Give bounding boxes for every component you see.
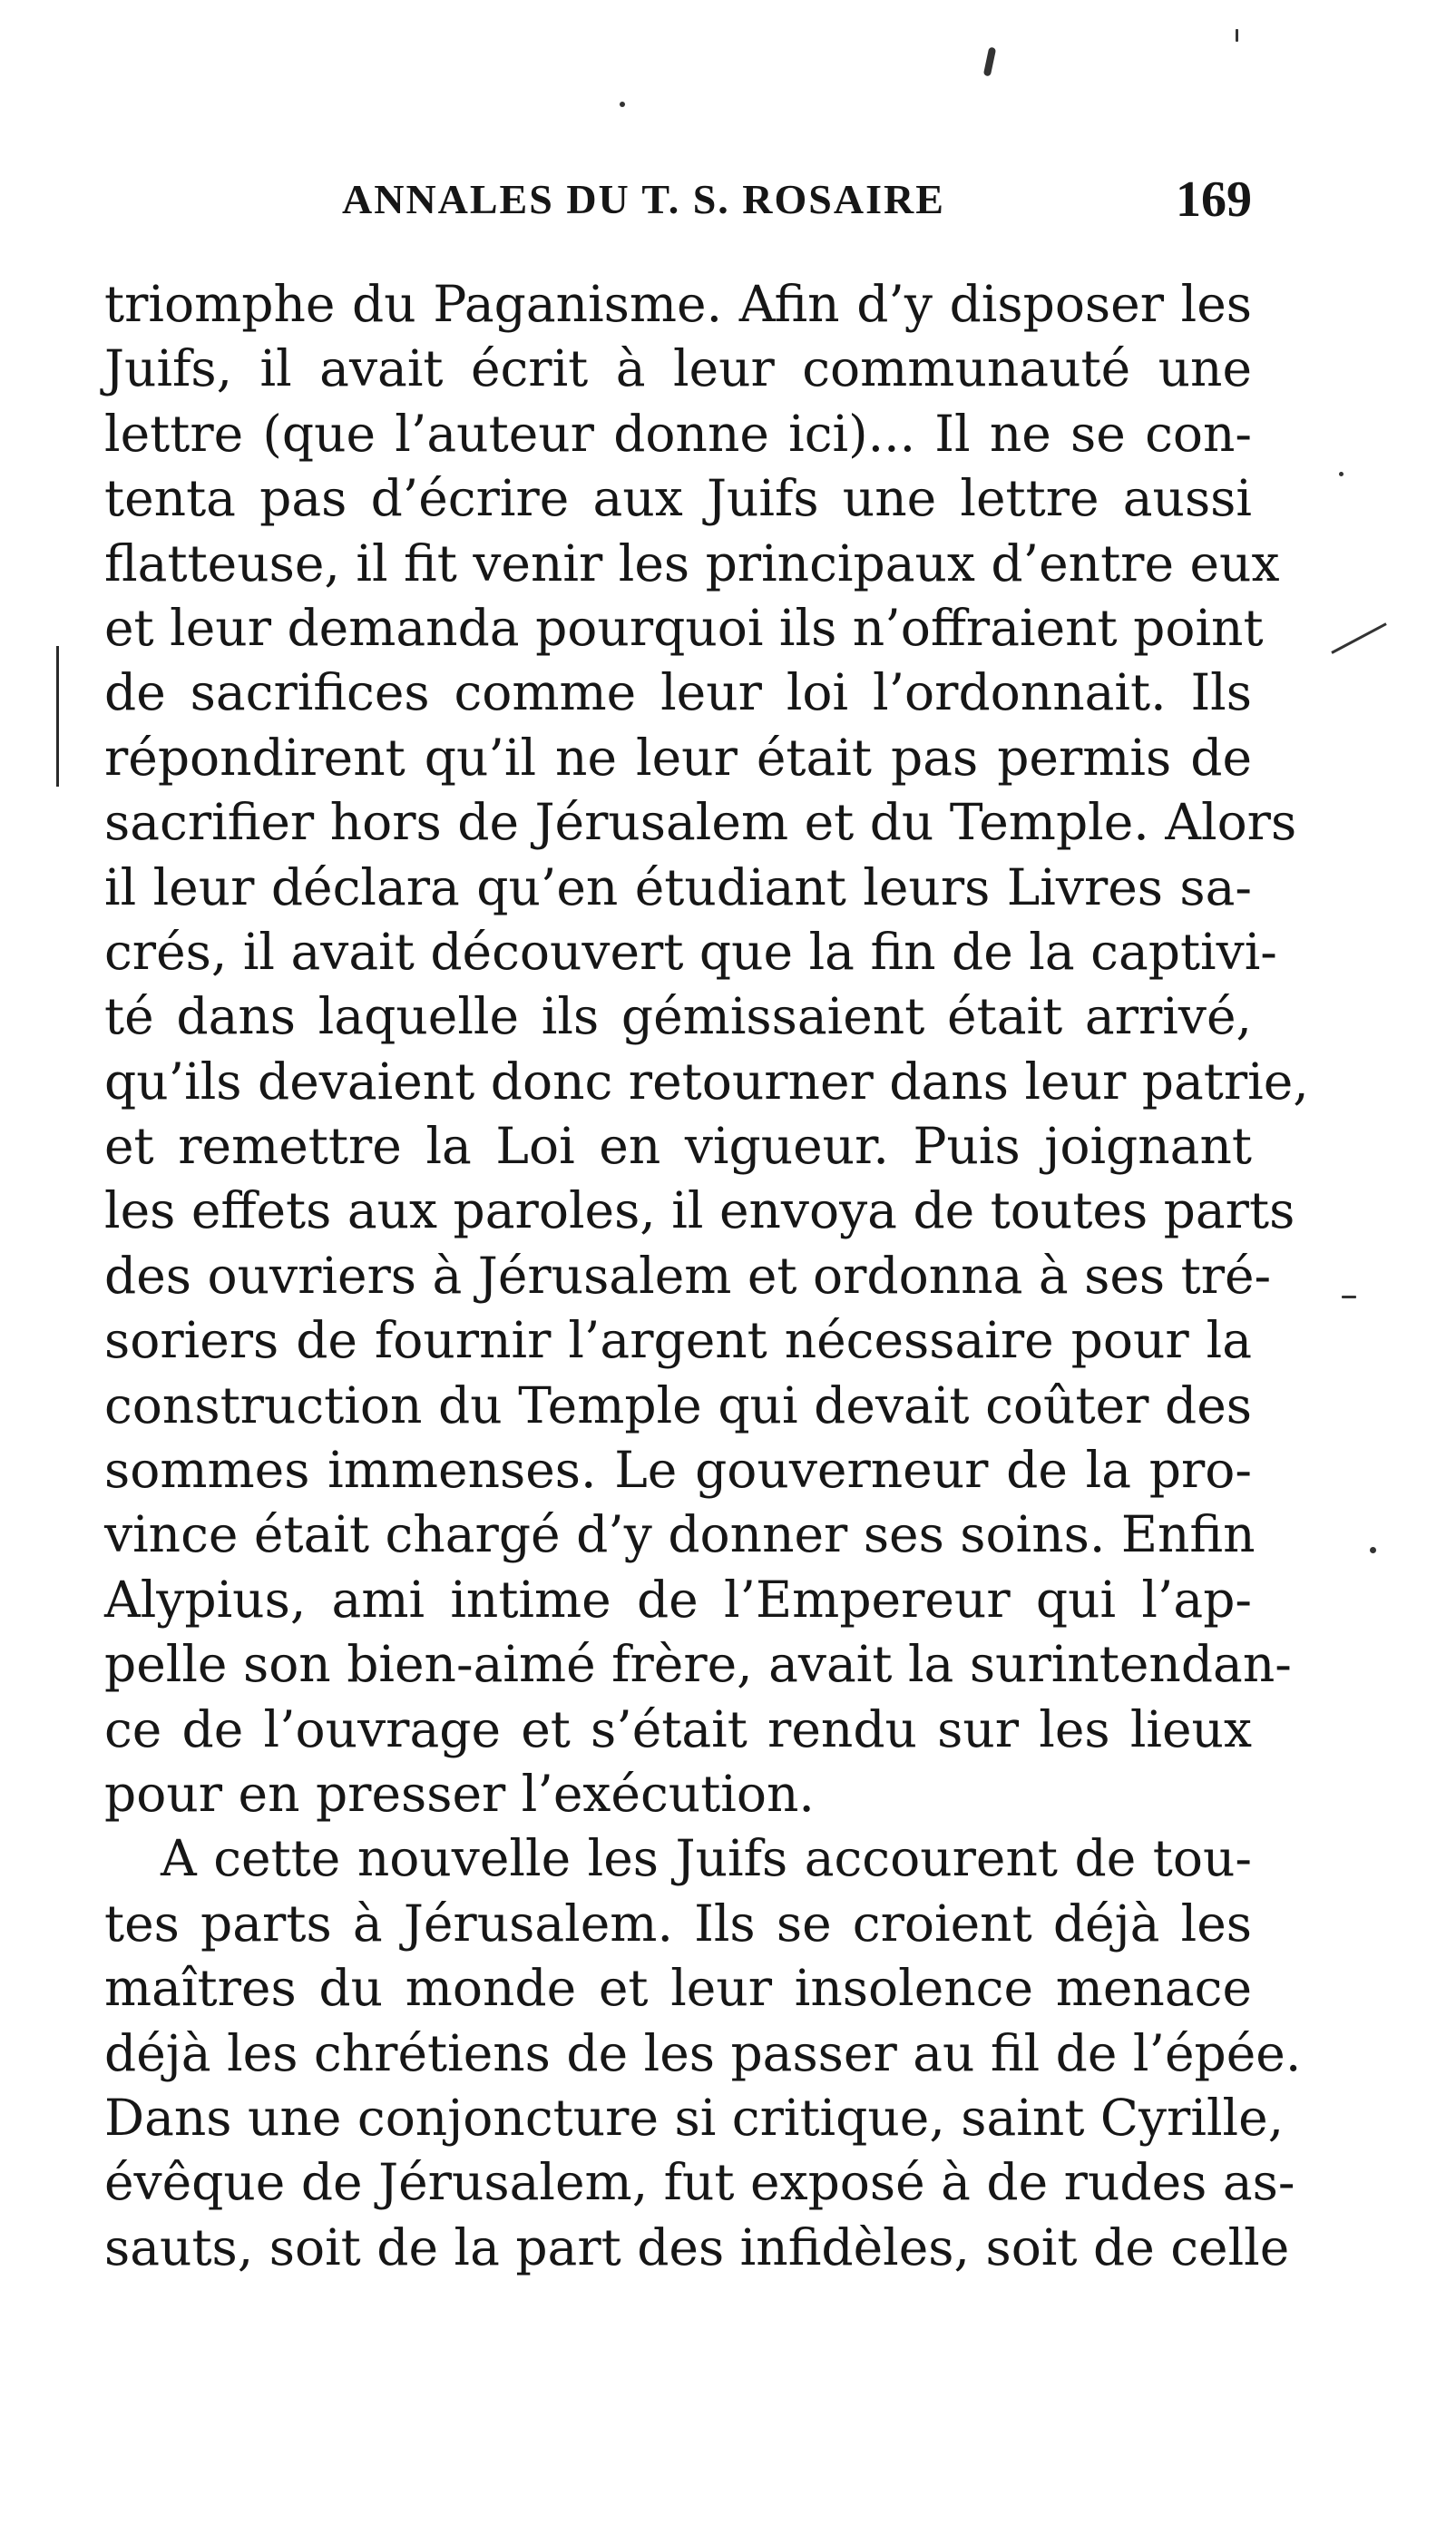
text-line: et leur demanda pourquoi ils n’offraient point (104, 598, 1264, 657)
text-line: des ouvriers à Jérusalem et ordonna à ses tré- (104, 1246, 1272, 1305)
text-line: construction du Temple qui devait coûter des (104, 1375, 1252, 1434)
text-line: qu’ils devaient donc retourner dans leur patrie, (104, 1052, 1309, 1111)
text-line: pelle son bien-aimé frère, avait la surintendan- (104, 1635, 1292, 1694)
text-line: de sacrifices comme leur loi l’ordonnait. Ils (104, 663, 1252, 722)
scan-speck (983, 47, 996, 77)
text-line: tes parts à Jérusalem. Ils se croient déjà les (104, 1894, 1252, 1953)
text-line: les effets aux paroles, il envoya de toutes parts (104, 1181, 1295, 1240)
text-line: et remettre la Loi en vigueur. Puis joignant (104, 1117, 1252, 1176)
text-line: déjà les chrétiens de les passer au fil de l’épée. (104, 2023, 1302, 2082)
text-line: maîtres du monde et leur insolence menace (104, 1959, 1252, 2018)
body-text (104, 272, 1309, 2280)
text-line: lettre (que l’auteur donne ici)... Il ne se con- (104, 404, 1252, 463)
scan-speck (1342, 1296, 1356, 1298)
text-line: té dans laquelle ils gémissaient était arrivé, (104, 987, 1252, 1046)
running-head (104, 168, 1252, 231)
text-line: soriers de fournir l’argent nécessaire pour la (104, 1311, 1252, 1370)
text-line: crés, il avait découvert que la fin de la captivi- (104, 922, 1277, 981)
text-line: Juifs, il avait écrit à leur communauté une (104, 339, 1252, 398)
text-line: Dans une conjoncture si critique, saint Cyrille, (104, 2088, 1285, 2147)
text-line: triomphe du Paganisme. Afin d’y disposer les (104, 275, 1252, 333)
scan-speck (1339, 472, 1344, 476)
text-line: flatteuse, il fit venir les principaux d’entre eux (104, 533, 1280, 592)
running-title: ANNALES DU T. S. ROSAIRE (342, 176, 945, 222)
scan-speck (1370, 1547, 1376, 1553)
text-line: ce de l’ouvrage et s’était rendu sur les lieux (104, 1699, 1252, 1758)
scan-speck (1236, 29, 1238, 42)
text-line: tenta pas d’écrire aux Juifs une lettre aussi (104, 469, 1252, 528)
text-line: sauts, soit de la part des infidèles, soit de celle (104, 2217, 1290, 2276)
text-line: sacrifier hors de Jérusalem et du Temple. Alors (104, 793, 1297, 852)
text-line: répondirent qu’il ne leur était pas permis de (104, 728, 1252, 787)
margin-tick (1331, 622, 1386, 654)
page-number: 169 (1176, 171, 1252, 228)
text-line: il leur déclara qu’en étudiant leurs Livres sa- (104, 857, 1252, 916)
scan-speck (620, 102, 625, 107)
text-line: Alypius, ami intime de l’Empereur qui l’ap- (104, 1570, 1252, 1629)
margin-mark (56, 646, 59, 787)
paragraph-start-line: A cette nouvelle les Juifs accourent de tou- (161, 1829, 1252, 1888)
text-line: vince était chargé d’y donner ses soins. Enfin (104, 1505, 1256, 1564)
text-line: évêque de Jérusalem, fut exposé à de rudes as- (104, 2153, 1295, 2212)
paragraph-end-line: pour en presser l’exécution. (104, 1764, 815, 1823)
text-line: sommes immenses. Le gouverneur de la pro- (104, 1441, 1252, 1500)
